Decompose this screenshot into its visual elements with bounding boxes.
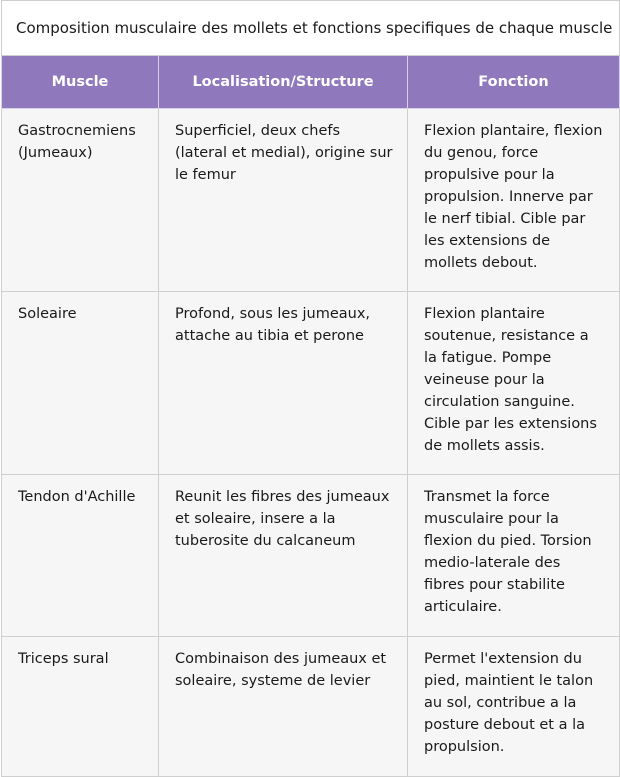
table-row — [2, 109, 620, 292]
cell-structure: Reunit les fibres des jumeaux et soleaire, insere a la tuberosite du calcaneum — [159, 475, 408, 637]
cell-fonction: Flexion plantaire, flexion du genou, force propulsive pour la propulsion. Innerve par le nerf tibial. Cible par les extensions de mollets debout. — [408, 109, 620, 292]
table-header-row — [2, 56, 620, 109]
cell-fonction: Permet l'extension du pied, maintient le talon au sol, contribue a la posture debout et a la propulsion. — [408, 637, 620, 777]
header-muscle: Muscle — [2, 56, 159, 109]
table-title: Composition musculaire des mollets et fonctions specifiques de chaque muscle — [2, 1, 620, 56]
cell-muscle: Tendon d'Achille — [2, 475, 159, 637]
muscle-table-container — [1, 0, 619, 777]
cell-muscle: Triceps sural — [2, 637, 159, 777]
cell-structure: Combinaison des jumeaux et soleaire, systeme de levier — [159, 637, 408, 777]
table-row — [2, 637, 620, 777]
table-row — [2, 475, 620, 637]
cell-muscle: Gastrocnemiens (Jumeaux) — [2, 109, 159, 292]
cell-structure: Superficiel, deux chefs (lateral et medial), origine sur le femur — [159, 109, 408, 292]
header-localisation: Localisation/Structure — [159, 56, 408, 109]
table-row — [2, 292, 620, 475]
cell-muscle: Soleaire — [2, 292, 159, 475]
muscle-composition-table — [1, 0, 620, 777]
header-fonction: Fonction — [408, 56, 620, 109]
cell-fonction: Transmet la force musculaire pour la flexion du pied. Torsion medio-laterale des fibres pour stabilite articulaire. — [408, 475, 620, 637]
cell-structure: Profond, sous les jumeaux, attache au tibia et perone — [159, 292, 408, 475]
cell-fonction: Flexion plantaire soutenue, resistance a la fatigue. Pompe veineuse pour la circulation sanguine. Cible par les extensions de mollets assis. — [408, 292, 620, 475]
table-title-row — [2, 1, 620, 56]
